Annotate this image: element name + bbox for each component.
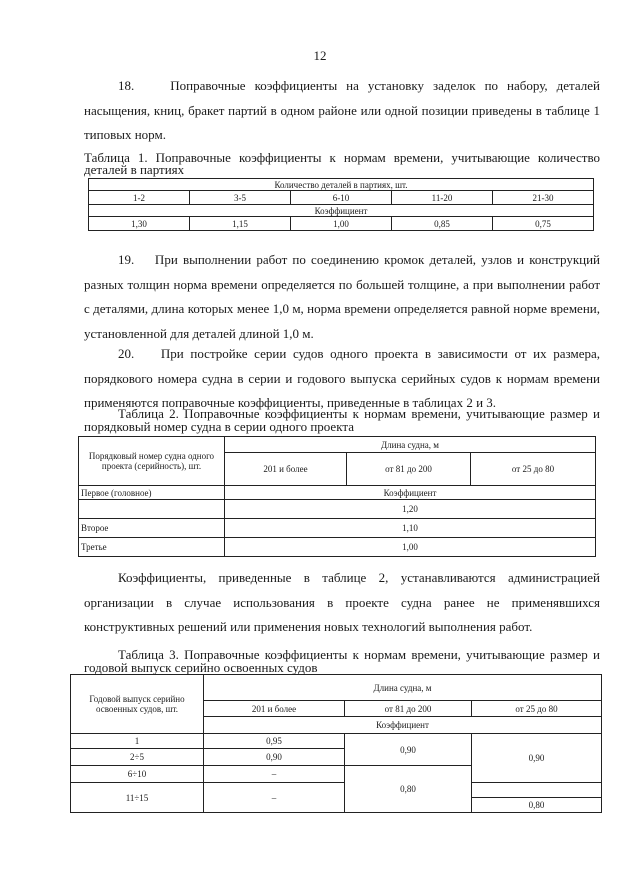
table1-value: 0,85 [392, 217, 493, 231]
table3-value: 0,90 [204, 749, 345, 766]
table3-row-label: 6÷10 [71, 766, 204, 783]
table-1 [88, 178, 594, 231]
table3-length-header: Длина судна, м [204, 675, 602, 701]
paragraph-19-text: 19. При выполнении работ по соединению кромок деталей, узлов и конструкций разных толщин норма времени определяется по большей толщине, а при выполнении работ с деталями, длина которых менее 1,0 м, норма времени определяется равной норме времени, установленной для деталей длиной 1,0 м. [84, 252, 600, 341]
table2-subheader: Коэффициент [225, 486, 596, 500]
table1-value: 1,15 [190, 217, 291, 231]
table2-row-label: Третье [79, 538, 225, 557]
paragraph-coefficients [84, 566, 600, 640]
table3-col: от 81 до 200 [345, 701, 472, 717]
table2-row-label: Первое (головное) [79, 486, 225, 500]
table3-empty-cell [472, 783, 602, 798]
table3-col: 201 и более [204, 701, 345, 717]
table1-value: 1,30 [89, 217, 190, 231]
table3-value: 0,95 [204, 734, 345, 749]
table3-col: от 25 до 80 [472, 701, 602, 717]
table1-value: 0,75 [493, 217, 594, 231]
table3-value: 0,90 [472, 734, 602, 783]
paragraph-20 [84, 342, 600, 416]
table3-row-label: 1 [71, 734, 204, 749]
table2-col: 201 и более [225, 453, 347, 486]
table2-col: от 81 до 200 [347, 453, 471, 486]
table3-caption: Таблица 3. Поправочные коэффициенты к нормам времени, учитывающие размер и годовой выпуск серийно освоенных судов [84, 647, 600, 675]
table3-value: – [204, 766, 345, 783]
table2-caption: Таблица 2. Поправочные коэффициенты к нормам времени, учитывающие размер и порядковый номер судна в серии одного проекта [84, 406, 600, 434]
paragraph-18-text: 18. Поправочные коэффициенты на установку заделок по набору, деталей насыщения, книц, бракет партий в одном районе или одной позиции приведены в таблице 1 типовых норм. [84, 78, 600, 142]
table2-length-header: Длина судна, м [225, 437, 596, 453]
table1-col: 6-10 [291, 191, 392, 205]
table3-value: 0,80 [472, 798, 602, 813]
table3-row-label: 11÷15 [71, 783, 204, 813]
table2-row-label: Второе [79, 519, 225, 538]
table2-row-header: Порядковый номер судна одного проекта (серийность), шт. [79, 437, 225, 486]
table3-row-label: 2÷5 [71, 749, 204, 766]
page-number: 12 [313, 48, 327, 63]
table1-col: 21-30 [493, 191, 594, 205]
table1-col: 1-2 [89, 191, 190, 205]
table1-col: 11-20 [392, 191, 493, 205]
table3-value: 0,90 [345, 734, 472, 766]
table1-caption: Таблица 1. Поправочные коэффициенты к нормам времени, учитывающие количество деталей в партиях [84, 150, 600, 177]
paragraph-coefficients-text: Коэффициенты, приведенные в таблице 2, устанавливаются администрацией организации в случае использования в проекте судна ранее не применявшихся конструктивных решений или применения новых технологий выполнения работ. [84, 570, 600, 634]
table3-subheader: Коэффициент [204, 717, 602, 734]
paragraph-19 [84, 248, 600, 346]
table-2 [78, 436, 596, 557]
table3-row-header: Годовой выпуск серийно освоенных судов, шт. [71, 675, 204, 734]
paragraph-18 [84, 74, 600, 148]
table3-value: – [204, 783, 345, 813]
table2-value: 1,00 [225, 538, 596, 557]
table1-col: 3-5 [190, 191, 291, 205]
table-3 [70, 674, 602, 813]
table3-value: 0,80 [345, 766, 472, 813]
table1-value: 1,00 [291, 217, 392, 231]
table2-value: 1,10 [225, 519, 596, 538]
table1-subheader: Коэффициент [89, 205, 594, 217]
table1-header: Количество деталей в партиях, шт. [89, 179, 594, 191]
table2-col: от 25 до 80 [471, 453, 596, 486]
table2-value: 1,20 [225, 500, 596, 519]
table2-row-label-blank [79, 500, 225, 519]
paragraph-20-text: 20. При постройке серии судов одного проекта в зависимости от их размера, порядкового номера судна в серии и годового выпуска серийных судов к нормам времени применяются поправочные коэффициенты, приведенные в таблицах 2 и 3. [84, 346, 600, 410]
